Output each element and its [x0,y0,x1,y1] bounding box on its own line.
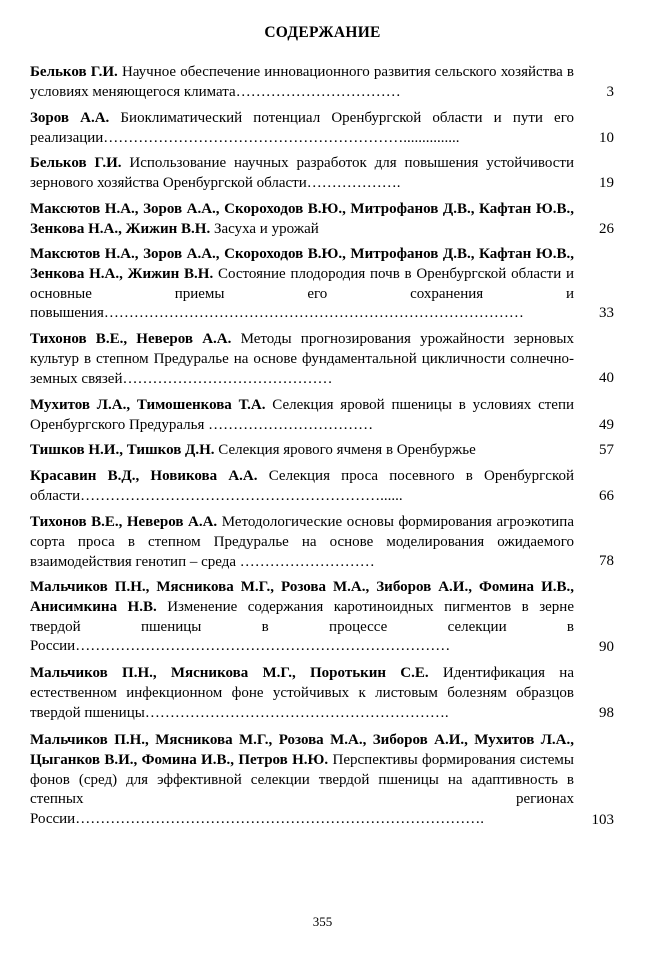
toc-title: Идентификация на естественном инфекционном фоне устойчивых к листовым болезням образцов твердой пшеницы……………………………………………………. [30,665,574,721]
toc-title: Изменение содержания каротиноидных пигментов в зерне твердой пшеницы в процессе селекции в России………………………………………………………………… [30,598,574,655]
toc-entry [30,154,574,194]
toc-page-number: 33 [599,305,614,321]
toc-authors: Мальчиков П.Н., Мясникова М.Г., Розова М.А., Зиборов А.И., Фомина И.В., Анисимкина Н.В. [30,579,574,615]
toc-entry [30,63,574,103]
toc-entry [30,731,574,830]
toc-authors: Зоров А.А. [30,110,110,126]
toc-title: Методологические основы формирования агроэкотипа сорта проса в степном Предуралье на основе моделирования ожидаемого взаимодействия генотип – среда ……………………… [30,514,574,570]
toc-authors: Тишков Н.И., Тишков Д.Н. [30,442,215,458]
toc-page-number: 10 [599,130,614,146]
toc-page-number: 57 [599,442,614,458]
toc-entry [30,441,574,461]
toc-page-number: 66 [599,488,614,504]
toc-title: Методы прогнозирования урожайности зерновых культур в степном Предуралье на основе фундаментальной цикличности солнечно-земных связей…………………………………… [30,331,575,387]
toc-page-number: 103 [591,812,614,828]
toc-title: Использование научных разработок для повышения устойчивости зернового хозяйства Оренбургской области………………. [30,155,574,191]
toc-title: Биоклиматический потенциал Оренбургской области и пути его реализации……………………………………………………............... [30,110,574,146]
toc-authors: Мальчиков П.Н., Мясникова М.Г., Розова М.А., Зиборов А.И., Мухитов Л.А., Цыганков В.И., Фомина И.В., Петров Н.Ю. [30,732,574,768]
toc-title: Селекция яровой пшеницы в условиях степи Оренбургского Предуралья …………………………… [30,397,574,433]
toc-entry [30,578,574,657]
toc-entry [30,330,574,389]
toc-entry [30,467,574,507]
toc-page-number: 90 [599,639,614,655]
toc-authors: Тихонов В.Е., Неверов А.А. [30,514,218,530]
toc-page-number: 98 [599,705,614,721]
toc-title: Перспективы формирования системы фонов (сред) для эффективной селекции твердой пшеницы на адаптивность в степных регионах России………………………………………………………………………. [30,751,574,828]
toc-authors: Красавин В.Д., Новикова А.А. [30,468,258,484]
toc-title: Засуха и урожай [213,220,319,237]
toc-authors: Мухитов Л.А., Тимошенкова Т.А. [30,397,266,413]
toc-authors: Максютов Н.А., Зоров А.А., Скороходов В.Ю., Митрофанов Д.В., Кафтан Ю.В., Зенкова Н.А., Жижин В.Н. [30,246,574,282]
toc-title: Селекция ярового ячменя в Оренбуржье [218,442,476,458]
toc-page-number: 26 [599,221,614,237]
toc-entry [30,396,574,436]
toc-page-number: 19 [599,175,614,191]
toc-page-number: 3 [606,84,614,100]
toc-entry [30,109,574,149]
toc-entry [30,200,574,240]
toc-authors: Бельков Г.И. [30,155,122,171]
toc-entry [30,513,574,572]
toc-authors: Максютов Н.А., Зоров А.А., Скороходов В.Ю., Митрофанов Д.В., Кафтан Ю.В., Зенкова Н.А., Жижин В.Н. [30,201,574,237]
toc-authors: Тихонов В.Е., Неверов А.А. [30,331,232,347]
toc-title: Состояние плодородия почв в Оренбургской области и основные приемы его сохранения и повышения………………………………………………………………………… [30,265,574,322]
toc-page-number: 40 [599,370,614,386]
toc-page-number: 78 [599,553,614,569]
toc-title: Научное обеспечение инновационного развития сельского хозяйства в условиях меняющегося климата…………………………… [30,64,574,100]
toc-authors: Мальчиков П.Н., Мясникова М.Г., Поротькин С.Е. [30,665,429,681]
toc-entry [30,245,574,324]
toc-page-number: 49 [599,417,614,433]
toc-title: Селекция проса посевного в Оренбургской области……………………………………………………...... [30,468,574,504]
toc-authors: Бельков Г.И. [30,64,118,80]
page-folio: 355 [312,914,333,929]
page-title: СОДЕРЖАНИЕ [264,24,381,41]
toc-entry [30,664,574,723]
